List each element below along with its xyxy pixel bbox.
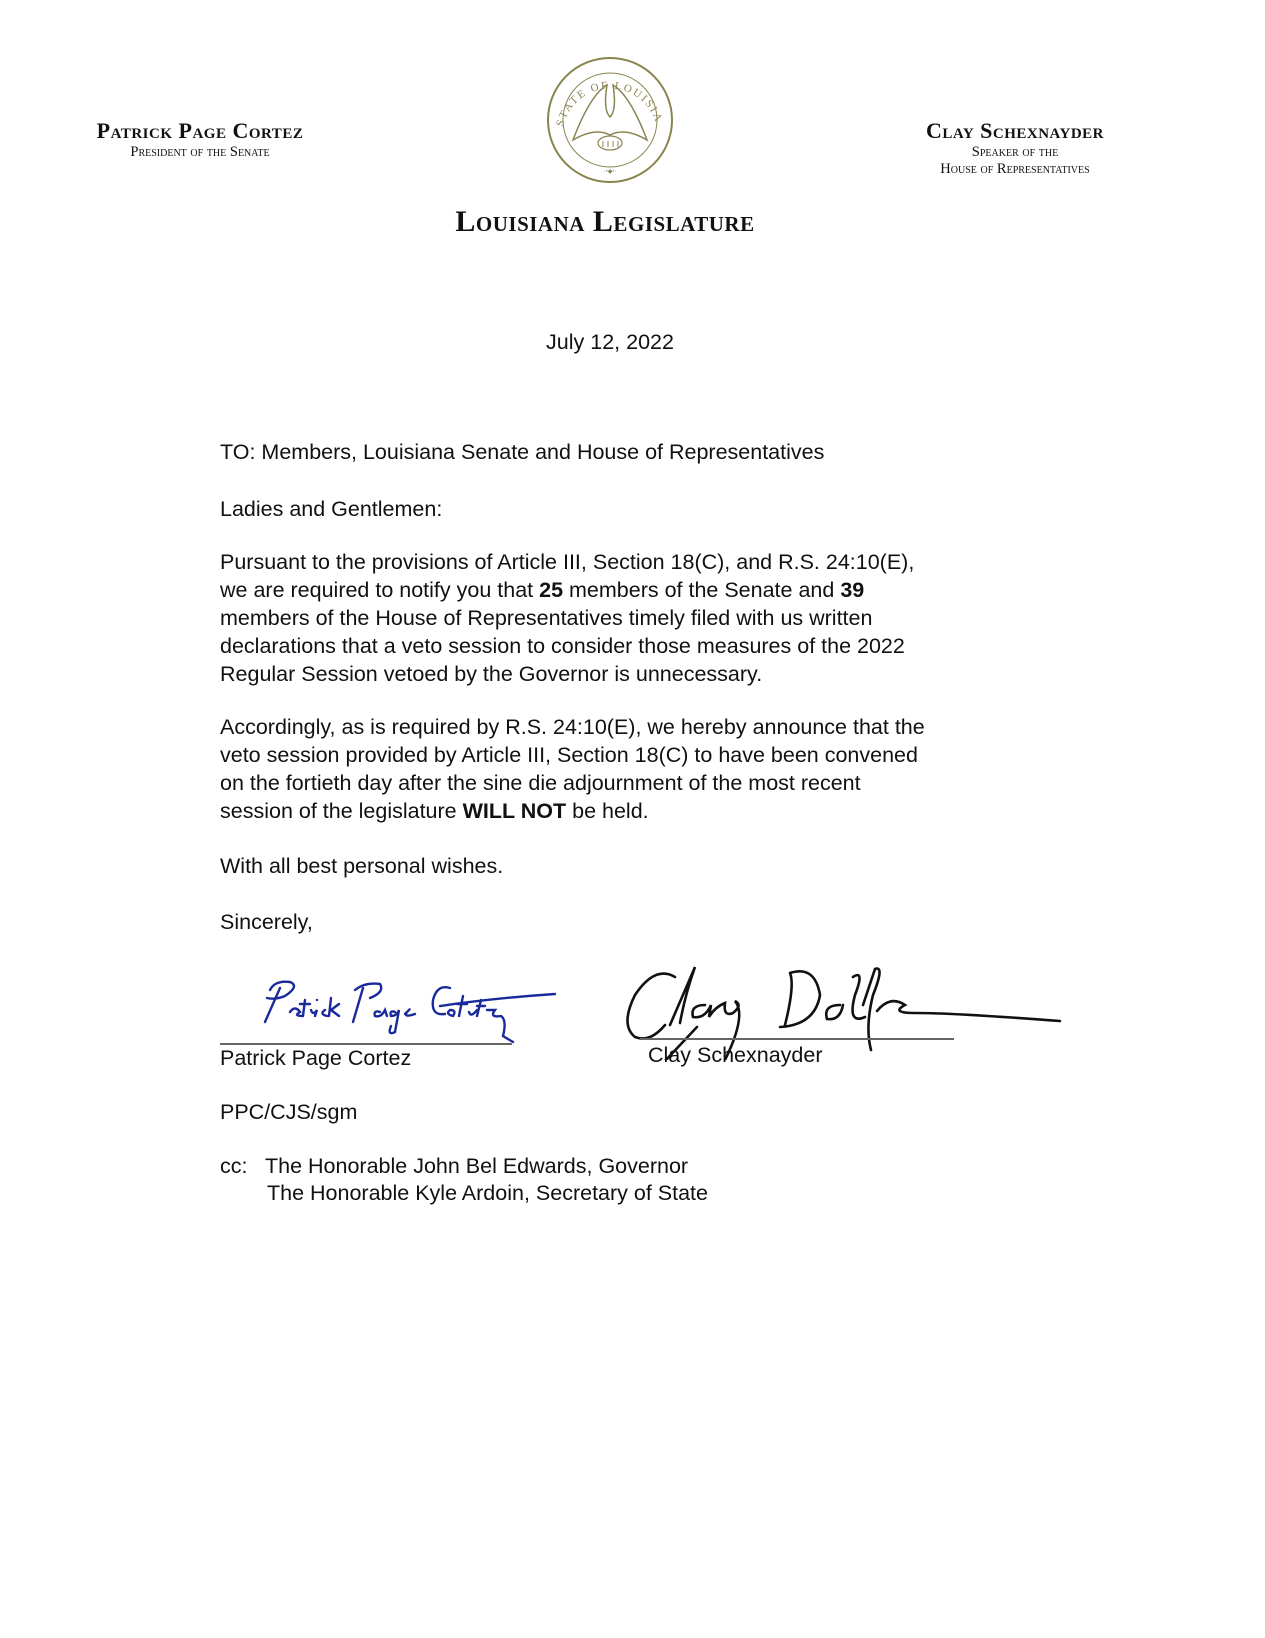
house-speaker-title-2: House of Representatives [940,161,1090,177]
house-speaker-title-1: Speaker of the [971,144,1059,160]
emphasized-text: 25 [539,578,564,602]
paragraph-line [220,769,925,797]
letterhead-left [70,118,330,161]
text-segment: we are required to notify you that [220,578,540,602]
emphasized-text: WILL NOT [462,799,567,823]
senate-president-name: Patrick Page Cortez [96,118,304,143]
paragraph-line [220,660,914,688]
paragraph-line [220,797,925,825]
text-segment: Pursuant to the provisions of Article III, Section 18(C), and R.S. 24:10(E), [220,550,915,574]
text-segment: Accordingly, as is required by R.S. 24:10(E), we hereby announce that the [220,715,925,739]
state-seal [545,55,675,185]
paragraph-line [220,632,914,660]
signature-cortez-handwriting [245,970,565,1050]
reference-initials: PPC/CJS/sgm [220,1100,358,1124]
letter-date: July 12, 2022 [546,330,674,354]
paragraph-announcement [220,713,925,825]
house-speaker-name: Clay Schexnayder [925,118,1105,143]
letterhead-right [890,118,1140,178]
text-segment: session of the legislature [220,799,463,823]
text-segment: declarations that a veto session to consider those measures of the 2022 [220,634,905,658]
cc-label: cc: [220,1154,248,1178]
salutation: Ladies and Gentlemen: [220,497,443,521]
text-segment: be held. [566,799,649,823]
svg-text:·•◆•·: ·•◆•· [603,169,617,175]
signature-line-schexnayder [640,1038,954,1040]
pelican-seal-icon [545,55,675,185]
printed-name-cortez: Patrick Page Cortez [220,1046,412,1070]
printed-name-schexnayder: Clay Schexnayder [648,1043,823,1067]
paragraph-line [220,741,925,769]
paragraph-veto-notice [220,548,914,688]
senate-president-title: President of the Senate [130,144,270,160]
closing: Sincerely, [220,910,313,934]
paragraph-line [220,604,914,632]
text-segment: members of the House of Representatives timely filed with us written [220,606,873,630]
svg-text:STATE OF LOUISIANA: STATE OF LOUISIA [554,79,665,128]
emphasized-text: 39 [840,578,865,602]
addressee-line: TO: Members, Louisiana Senate and House of Representatives [220,440,825,464]
text-segment: on the fortieth day after the sine die adjournment of the most recent [220,771,861,795]
paragraph-line [220,576,914,604]
cc-recipient: The Honorable Kyle Ardoin, Secretary of State [267,1181,708,1205]
text-segment: Regular Session vetoed by the Governor is unnecessary. [220,662,763,686]
cc-recipient: The Honorable John Bel Edwards, Governor [265,1154,689,1178]
paragraph-line [220,713,925,741]
text-segment: veto session provided by Article III, Section 18(C) to have been convened [220,743,918,767]
text-segment: members of the Senate and [563,578,841,602]
organization-title: Louisiana Legislature [455,205,755,238]
paragraph-line [220,548,914,576]
closing-wish: With all best personal wishes. [220,854,504,878]
